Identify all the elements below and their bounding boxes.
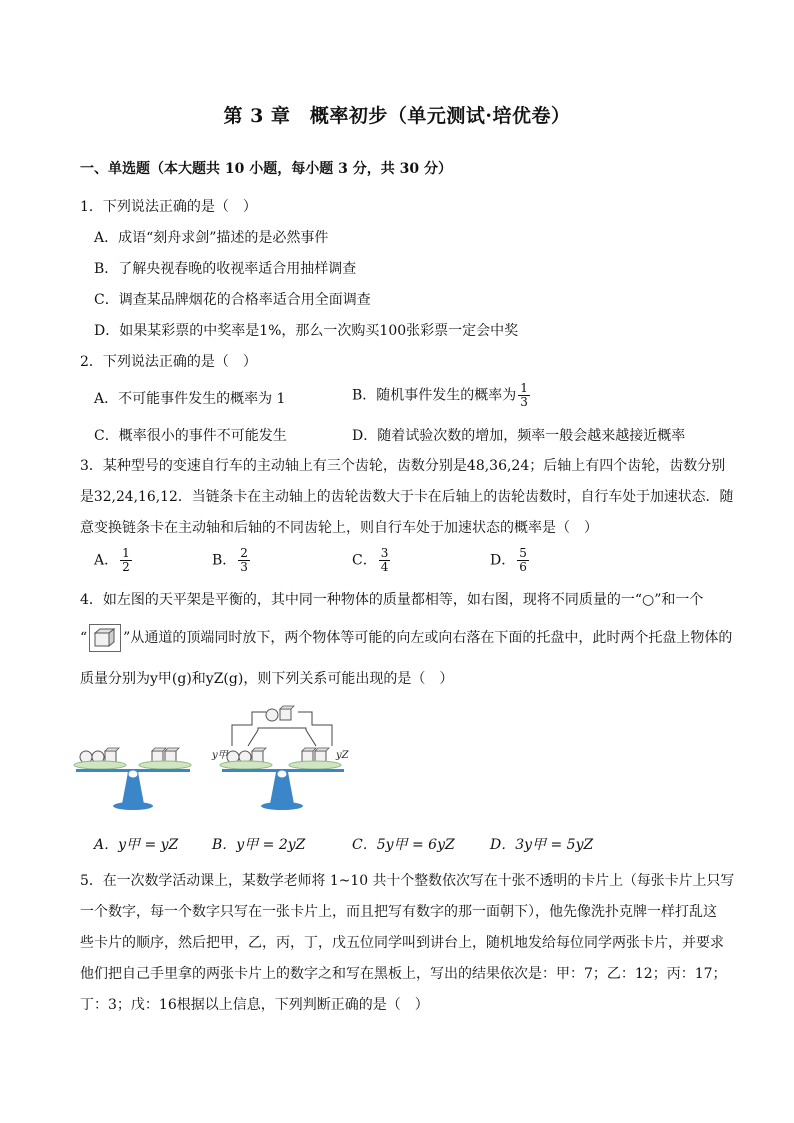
- q2-option-c: C．概率很小的事件不可能发生: [94, 428, 287, 444]
- q1-option-b: B．了解央视春晚的收视率适合用抽样调查: [94, 261, 357, 277]
- q2-option-b: [352, 382, 532, 409]
- q5-line-4: 他们把自己手里拿的两张卡片上的数字之和写在黑板上，写出的结果依次是：甲：7；乙：12；丙：17；: [80, 966, 727, 982]
- q2-option-b-fraction: [518, 382, 530, 409]
- option-label: A．: [94, 552, 119, 569]
- fraction-denominator: 4: [380, 560, 389, 574]
- q4-line-1: 4．如左图的天平架是平衡的，其中同一种物体的质量都相等，如右图，现将不同质量的一“○”和一个: [80, 592, 704, 608]
- page-title: 第 3 章 概率初步（单元测试·培优卷）: [223, 105, 571, 127]
- q4-option-c: C．5y甲 = 6yZ: [352, 837, 455, 853]
- q1-option-a: A．成语“刻舟求剑”描述的是必然事件: [94, 230, 329, 246]
- q5-line-2: 一个数字，每一个数字只写在一张卡片上，而且把写有数字的那一面朝下），他先像洗扑克牌一样打乱这: [80, 904, 717, 920]
- q3-line-1: 3．某种型号的变速自行车的主动轴上有三个齿轮，齿数分别是48,36,24；后轴上有四个齿轮，齿数分别: [80, 458, 726, 474]
- q2-option-a: A．不可能事件发生的概率为 1: [94, 391, 286, 407]
- q4-line-2-text: ”从通道的顶端同时放下，两个物体等可能的向左或向右落在下面的托盘中，此时两个托盘上物体的: [123, 630, 733, 646]
- cube-icon: [89, 624, 121, 652]
- q1-stem: 1．下列说法正确的是（ ）: [80, 199, 257, 215]
- q2-stem: 2．下列说法正确的是（ ）: [80, 354, 257, 370]
- q1-option-d: D．如果某彩票的中奖率是1%，那么一次购买100张彩票一定会中奖: [94, 323, 519, 339]
- q3-option-c: [352, 547, 392, 574]
- q5-line-3: 些卡片的顺序，然后把甲，乙，丙，丁，戊五位同学叫到讲台上，随机地发给每位同学两张卡片，并要求: [80, 935, 724, 951]
- q3-option-a: [94, 547, 134, 574]
- q3-option-d: [490, 547, 531, 574]
- fraction-numerator: 2: [240, 546, 248, 560]
- quote-open: “: [80, 630, 88, 646]
- section-heading: 一、单选题（本大题共 10 小题，每小题 3 分，共 30 分）: [80, 161, 452, 177]
- q4-line-3: 质量分别为y甲(g)和yZ(g)，则下列关系可能出现的是（ ）: [80, 671, 454, 687]
- fraction-denominator: 3: [240, 560, 248, 574]
- right-balance: [211, 706, 350, 810]
- q2-option-b-text: B．随机事件发生的概率为: [352, 387, 517, 404]
- q5-line-5: 丁：3；戊：16根据以上信息，下列判断正确的是（ ）: [80, 997, 429, 1013]
- q4-option-b: B．y甲 = 2yZ: [212, 837, 306, 853]
- q3-option-c-fraction: [379, 547, 391, 574]
- fraction-numerator: 3: [380, 546, 389, 560]
- q3-option-b-fraction: [238, 547, 250, 574]
- option-label: B．: [212, 552, 237, 569]
- balance-diagrams: [70, 700, 370, 815]
- q4-line-2: [80, 624, 732, 652]
- fraction-denominator: 2: [122, 560, 130, 574]
- q5-line-1: 5．在一次数学活动课上，某数学老师将 1~10 共十个整数依次写在十张不透明的卡片上（每张卡片上只写: [80, 873, 735, 889]
- q3-line-2: 是32,24,16,12．当链条卡在主动轴上的齿轮齿数大于卡在后轴上的齿轮齿数时，自行车处于加速状态．随: [80, 489, 734, 505]
- q3-line-3: 意变换链条卡在主动轴和后轴的不同齿轮上，则自行车处于加速状态的概率是（ ）: [80, 520, 598, 536]
- q3-option-a-fraction: [120, 547, 132, 574]
- q3-option-b: [212, 547, 252, 574]
- q2-option-d: D．随着试验次数的增加，频率一般会越来越接近概率: [352, 428, 686, 444]
- option-label: D．: [490, 552, 516, 569]
- y-left-label: y甲: [212, 750, 228, 761]
- q3-option-d-fraction: [517, 547, 529, 574]
- fraction-numerator: 1: [520, 381, 528, 395]
- q1-option-c: C．调查某品牌烟花的合格率适合用全面调查: [94, 292, 371, 308]
- fraction-denominator: 3: [520, 395, 528, 409]
- fraction-denominator: 6: [519, 560, 527, 574]
- left-balance: [74, 748, 191, 810]
- fraction-numerator: 5: [519, 546, 527, 560]
- fraction-numerator: 1: [122, 546, 130, 560]
- q4-option-a: A．y甲 = yZ: [94, 837, 179, 853]
- q4-option-d: D．3y甲 = 5yZ: [490, 837, 594, 853]
- y-right-label: yZ: [336, 750, 349, 761]
- option-label: C．: [352, 552, 377, 569]
